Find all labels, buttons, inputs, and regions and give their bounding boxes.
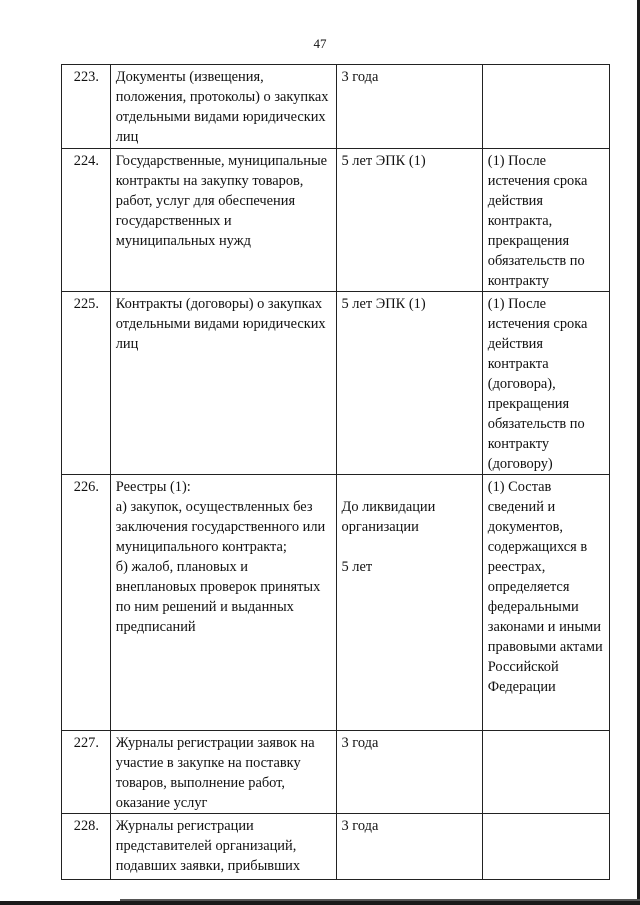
retention-term [336, 475, 482, 731]
retention-term: 3 года [336, 65, 482, 149]
row-number: 228. [62, 814, 111, 880]
retention-term: 3 года [336, 814, 482, 880]
row-note [482, 65, 609, 149]
table-row [62, 292, 610, 475]
row-note [482, 814, 609, 880]
table-row [62, 731, 610, 814]
retention-table [61, 64, 610, 880]
row-number: 224. [62, 149, 111, 292]
table-row [62, 814, 610, 880]
row-note [482, 731, 609, 814]
page-number: 47 [313, 36, 327, 51]
document-title [110, 475, 336, 731]
row-number: 226. [62, 475, 111, 731]
retention-term: 3 года [336, 731, 482, 814]
term-a: До ликвидации организации [341, 499, 436, 535]
row-number: 225. [62, 292, 111, 475]
scan-edge-bottom [0, 901, 640, 905]
row-note: (1) Состав сведений и документов, содержащихся в реестрах, определяется федеральными законами и иными правовыми актами Российской Федерации [482, 475, 609, 731]
registry-item-a: а) закупок, осуществленных без заключения государственного или муниципального контракта; [115, 499, 326, 555]
table-row [62, 475, 610, 731]
row-number: 223. [62, 65, 111, 149]
retention-term: 5 лет ЭПК (1) [336, 292, 482, 475]
document-title: Журналы регистрации заявок на участие в закупке на поставку товаров, выполнение работ, оказание услуг [110, 731, 336, 814]
term-b: 5 лет [341, 559, 373, 575]
row-note: (1) После истечения срока действия контракта (договора), прекращения обязательств по контракту (договору) [482, 292, 609, 475]
registry-heading: Реестры (1): [115, 479, 191, 495]
row-number: 227. [62, 731, 111, 814]
document-title: Государственные, муниципальные контракты на закупку товаров, работ, услуг для обеспечения государственных и муниципальных нужд [110, 149, 336, 292]
document-title: Документы (извещения, положения, протоколы) о закупках отдельными видами юридических лиц [110, 65, 336, 149]
retention-term: 5 лет ЭПК (1) [336, 149, 482, 292]
document-title: Журналы регистрации представителей организаций, подавших заявки, прибывших [110, 814, 336, 880]
row-note: (1) После истечения срока действия контракта, прекращения обязательств по контракту [482, 149, 609, 292]
table-row [62, 65, 610, 149]
registry-item-b: б) жалоб, плановых и внеплановых проверок принятых по ним решений и выданных предписаний [115, 559, 321, 635]
document-title: Контракты (договоры) о закупках отдельными видами юридических лиц [110, 292, 336, 475]
table-row [62, 149, 610, 292]
